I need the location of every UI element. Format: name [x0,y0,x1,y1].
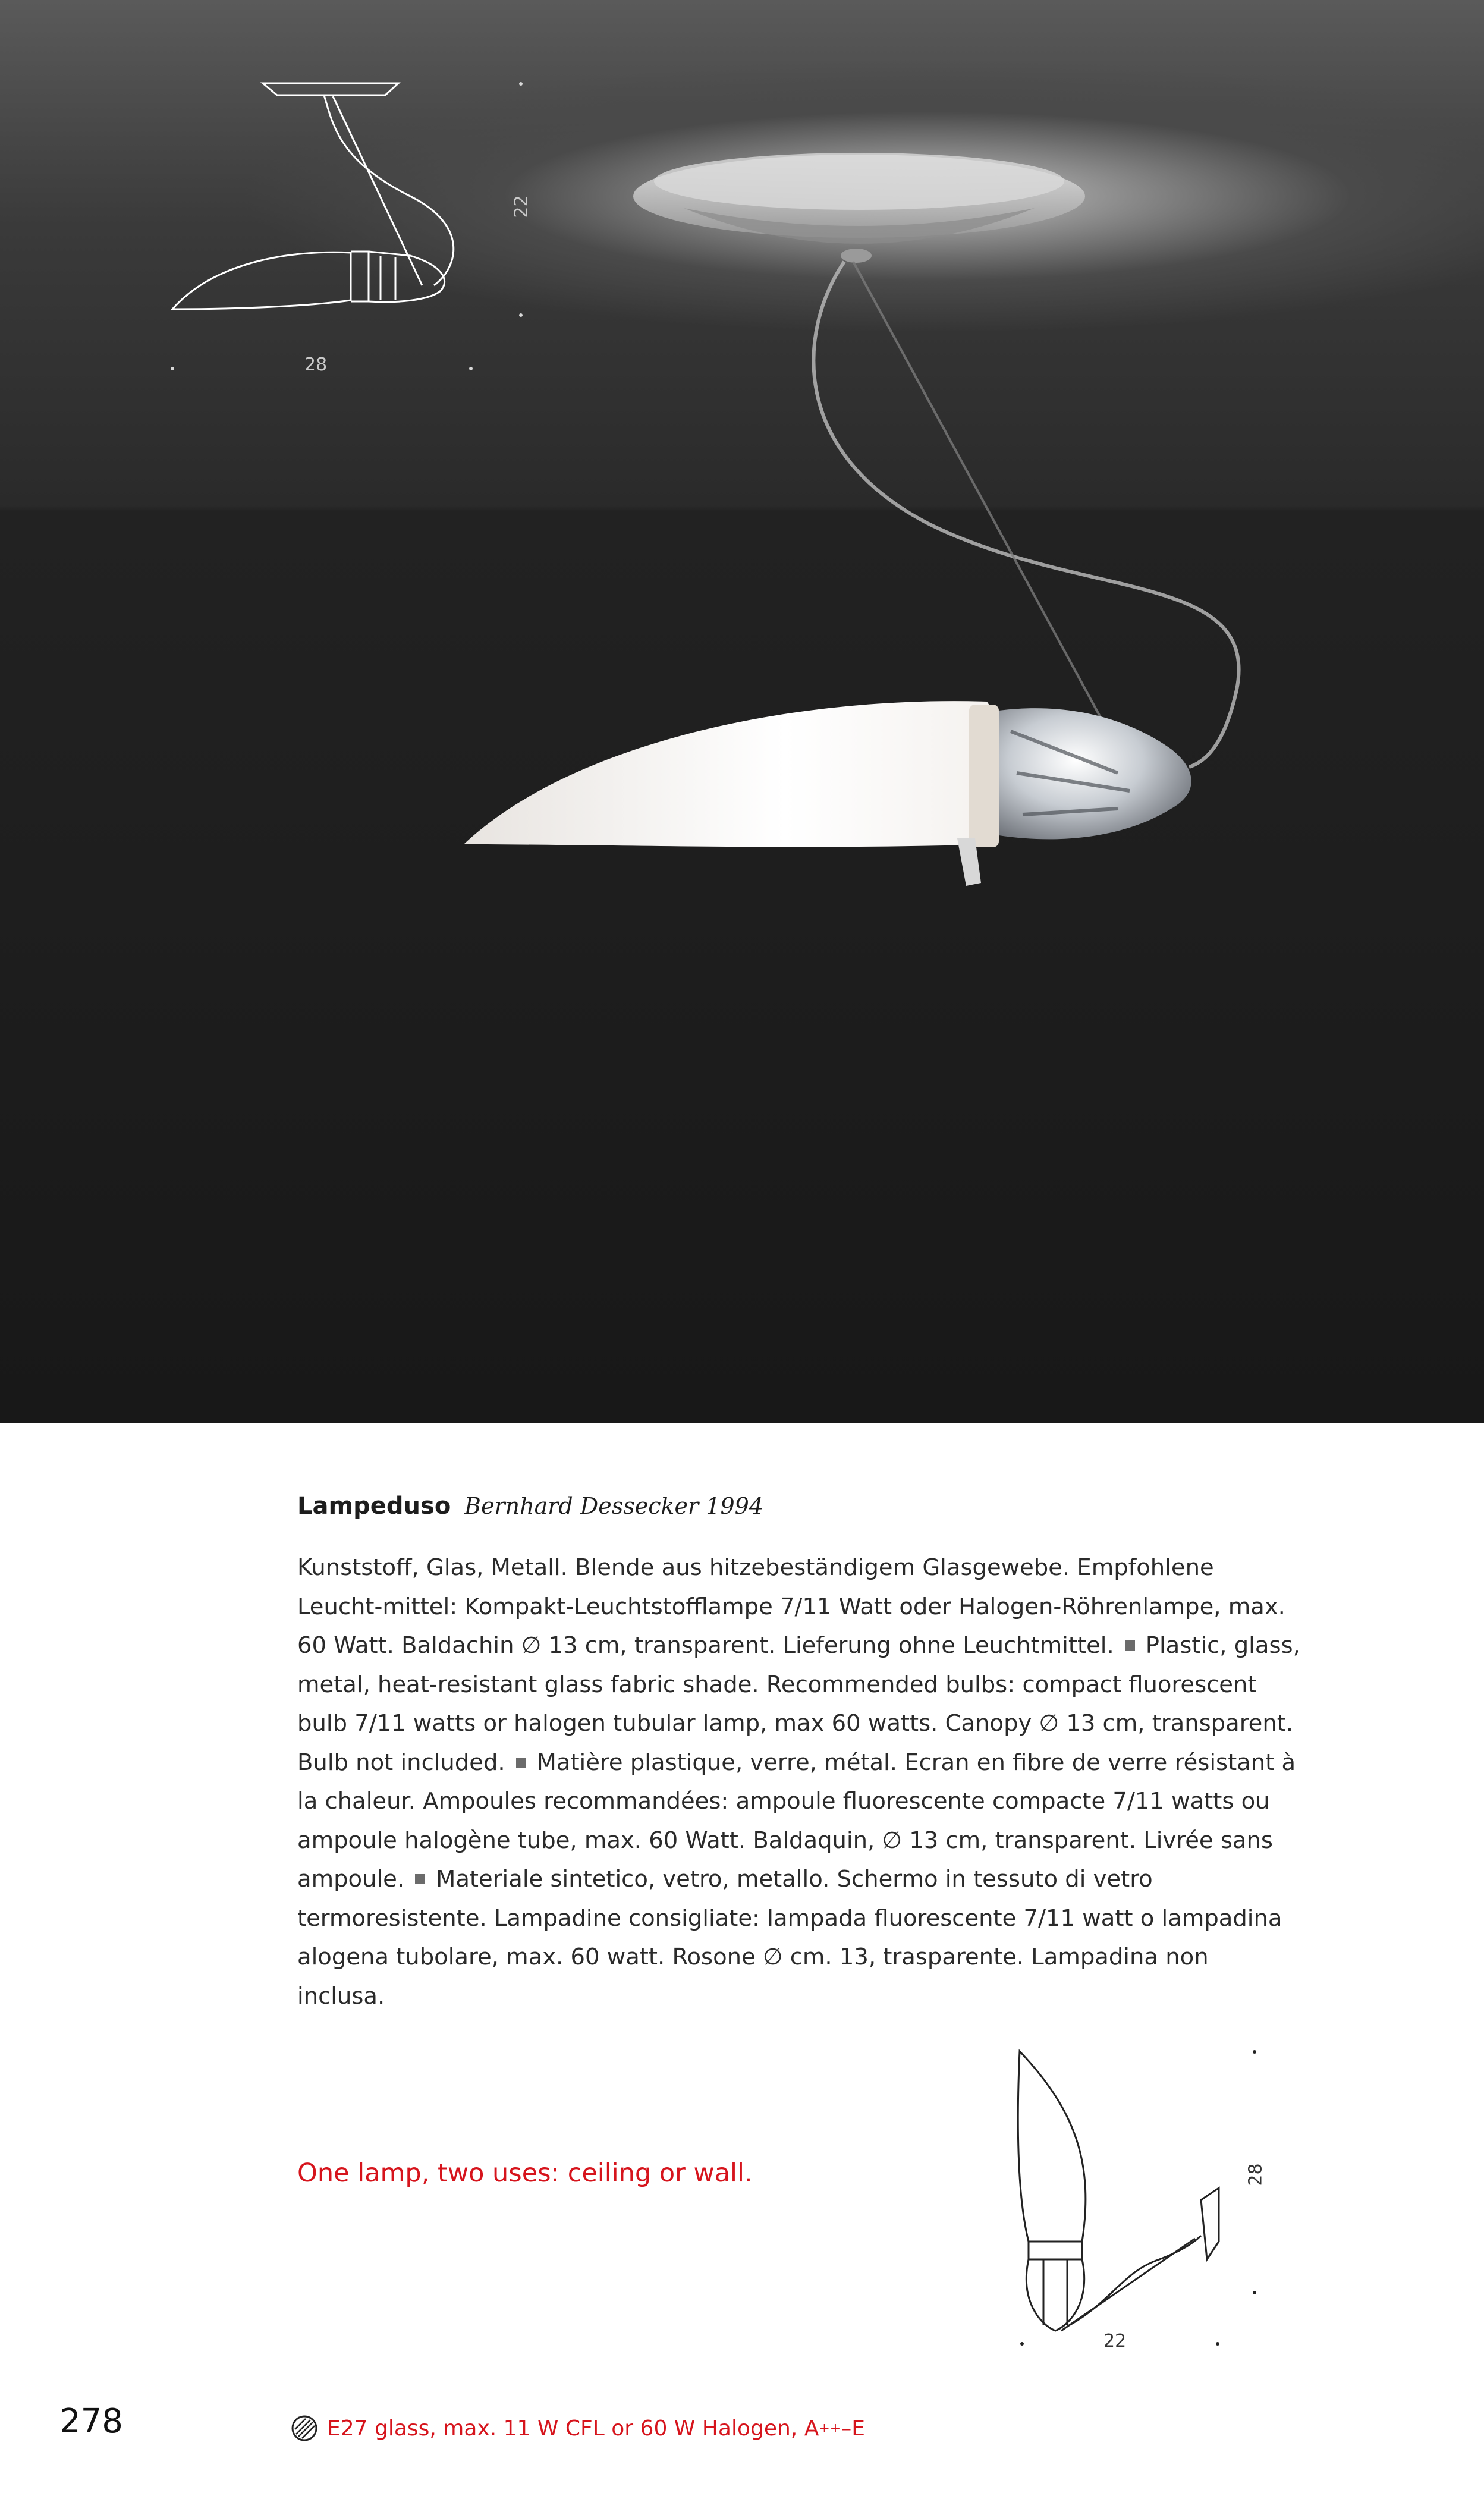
dimension-dot [519,313,523,317]
separator-square-icon [1125,1640,1135,1651]
energy-class-superscript: ++ [819,2420,841,2436]
dimension-dot [1253,2050,1256,2054]
wall-height-label: 28 [1245,2163,1266,2186]
lamp-shade [464,701,999,847]
dimension-dot [1020,2342,1024,2346]
ceiling-height-label: 22 [511,195,532,218]
separator-square-icon [415,1874,425,1884]
tagline: One lamp, two uses: ceiling or wall. [297,2158,753,2188]
product-name: Lampeduso [297,1492,451,1520]
description-it: Materiale sintetico, vetro, metallo. Schermo in tessuto di vetro termoresistente. Lampadine consigliate: lampada fluorescente 7/11 watt o lampadina alogena tubolare, max. 60 watt. Rosone ∅ cm. 13, trasparente. Lampadina non inclusa. [297,1866,1282,2010]
dimension-dot [1216,2342,1219,2346]
description-de: Kunststoff, Glas, Metall. Blende aus hitzebeständigem Glasgewebe. Empfohlene Leucht-mittel: Kompakt-Leuchtstofflampe 7/11 Watt oder Halogen-Röhrenlampe, max. 60 Watt. Baldachin ∅ 13 cm, transparent. Lieferung ohne Leuchtmittel. [297,1554,1285,1659]
page-number: 278 [59,2402,123,2441]
wall-mount-drawing [1005,2045,1255,2343]
energy-class-suffix: –E [841,2416,865,2441]
product-designer: Bernhard Dessecker 1994 [464,1493,763,1519]
bulb-spec [290,2414,865,2442]
dimension-dot [519,82,523,86]
dimension-dot [1253,2291,1256,2294]
wall-width-label: 22 [1103,2331,1127,2352]
product-description [297,1548,1302,2016]
ceiling-mount-drawing [161,71,470,321]
product-title [297,1492,763,1520]
description-en: Plastic, glass, metal, heat-resistant glass fabric shade. Recommended bulbs: compact fluorescent bulb 7/11 watts or halogen tubular lamp, max 60 watts. Canopy ∅ 13 cm, transparent. Bulb not included. [297,1632,1300,1776]
separator-square-icon [516,1758,526,1768]
description-fr: Matière plastique, verre, métal. Ecran en fibre de verre résistant à la chaleur. Ampoules recommandées: ampoule fluorescente compacte 7/11 watts ou ampoule halogène tube, max. 60 Watt. Baldaquin, ∅ 13 cm, transparent. Livrée sans ampoule. [297,1749,1296,1893]
bulb-spec-text: E27 glass, max. 11 W CFL or 60 W Halogen, A [327,2416,819,2441]
ceiling-width-label: 28 [304,354,328,375]
lamp-cable [813,262,1238,767]
canopy [633,153,1085,263]
dimension-dot [171,367,174,370]
frosted-bulb-icon [290,2414,319,2442]
dimension-dot [469,367,473,370]
